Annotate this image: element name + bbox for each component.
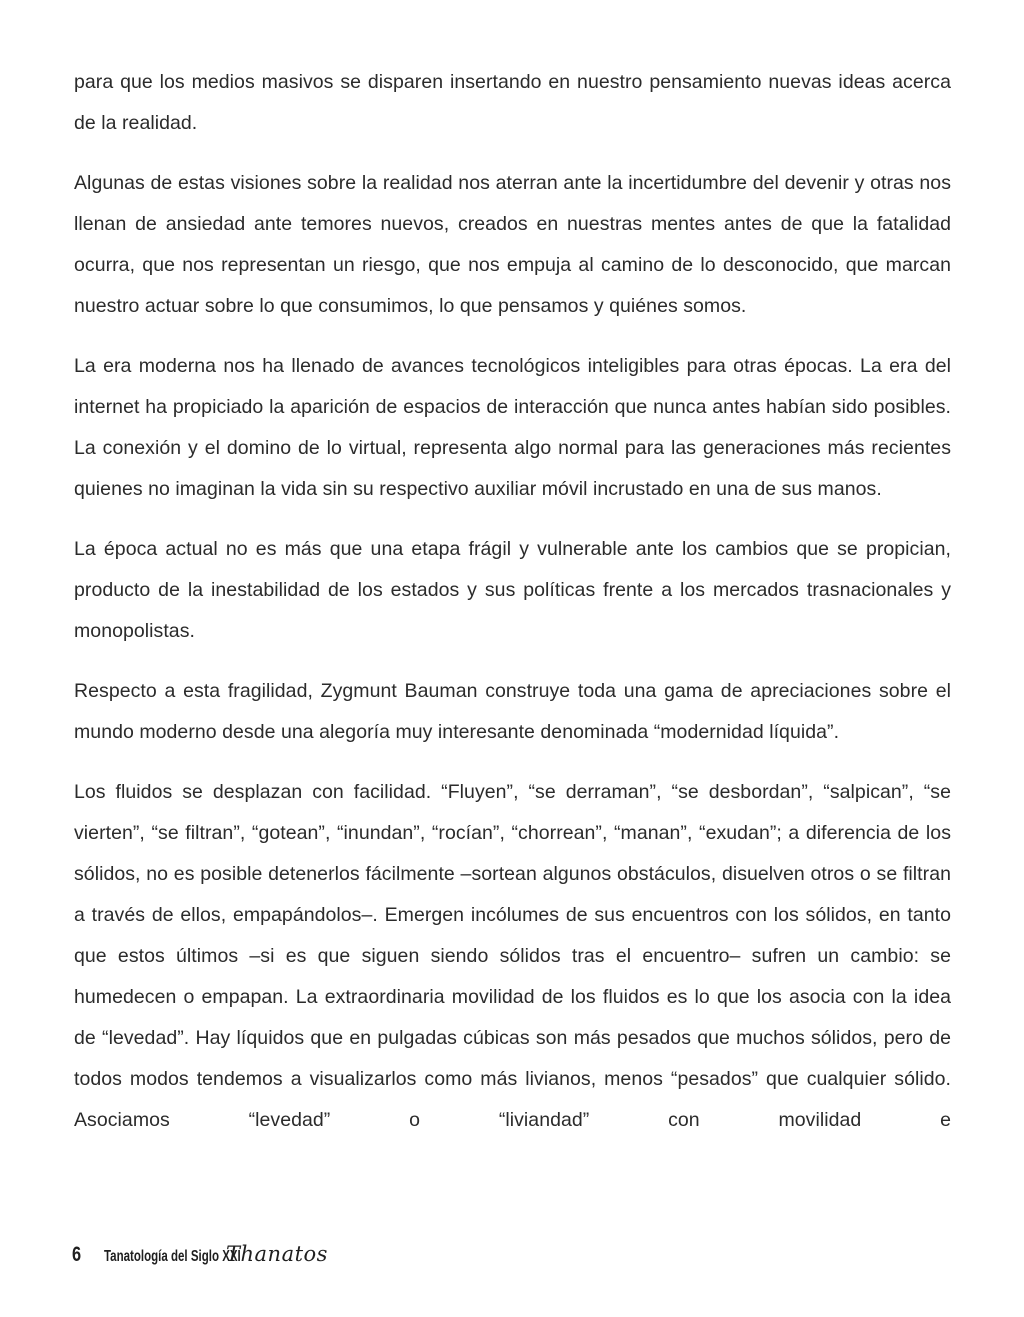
page-number: 6 (72, 1243, 82, 1266)
paragraph: La era moderna nos ha llenado de avances tecnológicos inteligibles para otras épocas. La era del internet ha propiciado la aparición de espacios de interacción que nunca antes habían sido posibles. La conexión y el domino de lo virtual, representa algo normal para las generaciones más recientes quienes no imaginan la vida sin su respectivo auxiliar móvil incrustado en una de sus manos. (74, 355, 951, 500)
paragraph: La época actual no es más que una etapa frágil y vulnerable ante los cambios que se propician, producto de la inestabilidad de los estados y sus políticas frente a los mercados trasnacionales y monopolistas. (74, 538, 951, 642)
paragraph: Algunas de estas visiones sobre la realidad nos aterran ante la incertidumbre del devenir y otras nos llenan de ansiedad ante temores nuevos, creados en nuestras mentes antes de que la fatalidad ocurra, que nos representan un riesgo, que nos empuja al camino de lo desconocido, que marcan nuestro actuar sobre lo que consumimos, lo que pensamos y quiénes somos. (74, 172, 951, 317)
page-body (74, 62, 951, 1160)
journal-logo: Thanatos (226, 1242, 328, 1266)
paragraph: para que los medios masivos se disparen insertando en nuestro pensamiento nuevas ideas acerca de la realidad. (74, 71, 951, 134)
paragraph: Respecto a esta fragilidad, Zygmunt Bauman construye toda una gama de apreciaciones sobre el mundo moderno desde una alegoría muy interesante denominada “modernidad líquida”. (74, 680, 951, 743)
paragraph: Los fluidos se desplazan con facilidad. “Fluyen”, “se derraman”, “se desbordan”, “salpican”, “se vierten”, “se filtran”, “gotean”, “inundan”, “rocían”, “chorrean”, “manan”, “exudan”; a diferencia de los sólidos, no es posible detenerlos fácilmente –sortean algunos obstáculos, disuelven otros o se filtran a través de ellos, empapándolos–. Emergen incólumes de sus encuentros con los sólidos, en tanto que estos últimos –si es que siguen siendo sólidos tras el encuentro– sufren un cambio: se humedecen o empapan. La extraordinaria movilidad de los fluidos es lo que los asocia con la idea de “levedad”. Hay líquidos que en pulgadas cúbicas son más pesados que muchos sólidos, pero de todos modos tendemos a visualizarlos como más livianos, menos “pesados” que cualquier sólido. Asociamos “levedad” o “liviandad” con movilidad e (74, 781, 951, 1131)
page-footer (72, 1242, 328, 1272)
journal-name: Tanatología del Siglo XXI (104, 1248, 241, 1265)
